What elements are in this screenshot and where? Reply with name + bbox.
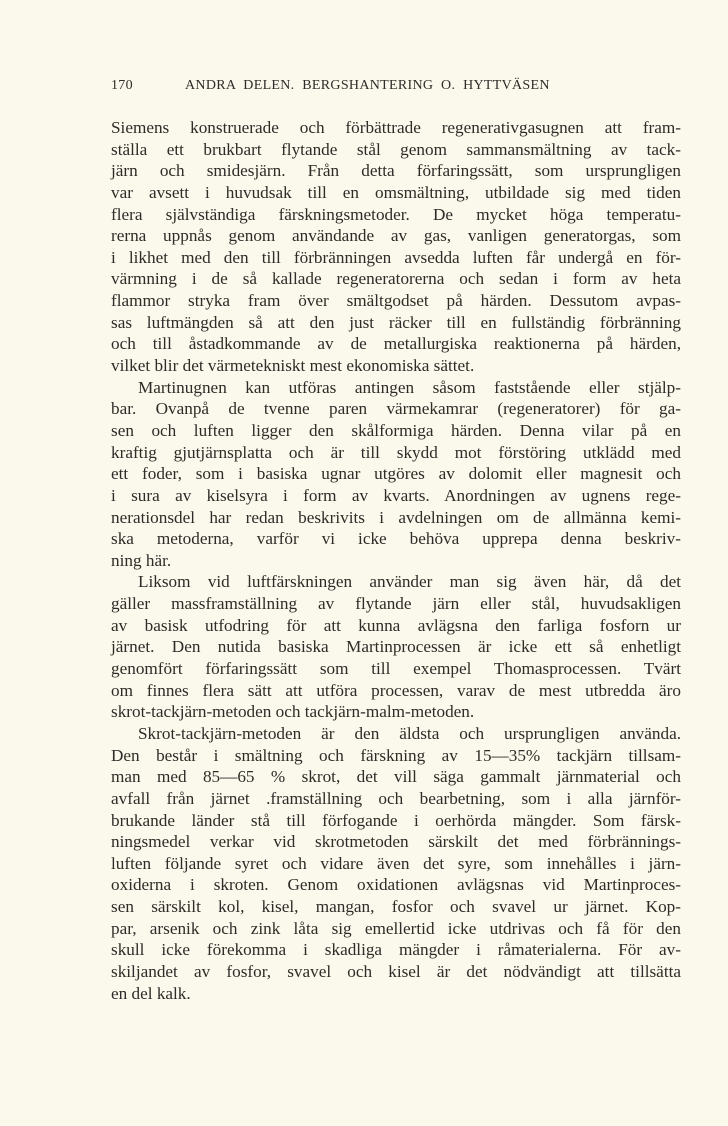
text-line: man med 85—65 % skrot, det vill säga gammalt järnmaterial och [111,767,681,787]
body-text [111,117,681,1004]
text-line: sen särskilt kol, kisel, mangan, fosfor och svavel ur järnet. Kop- [111,897,681,917]
text-line: av basisk utfodring för att kunna avlägsna den farliga fosforn ur [111,615,681,635]
text-line: par, arsenik och zink låta sig emellertid icke utdrivas och få för den [111,918,681,938]
text-line: Den består i smältning och färskning av 15—35% tackjärn tillsam- [111,745,681,765]
text-line: Skrot-tackjärn-metoden är den äldsta och ursprungligen använda. [138,723,681,743]
text-line: och till åstadkommande av de metallurgiska reaktionerna på härden, [111,334,681,354]
text-line: luften följande syret och vidare även det syre, som innehålles i järn- [111,853,681,873]
text-line: flera självständiga färskningsmetoder. De mycket höga temperatu- [111,204,681,224]
text-line: skrot-tackjärn-metoden och tackjärn-malm-metoden. [111,702,475,722]
text-line: i likhet med den till förbränningen avsedda luften får undergå en för- [111,247,681,267]
text-line: Liksom vid luftfärskningen använder man sig även här, då det [138,572,681,592]
text-line: flammor stryka fram över smältgodset på härden. Dessutom avpas- [111,291,681,311]
text-line: avfall från järnet .framställning och bearbetning, som i alla järnför- [111,788,681,808]
text-line: bar. Ovanpå de tvenne paren värmekamrar (regeneratorer) för ga- [111,399,681,419]
text-line: genomfört förfaringssätt som till exempel Thomasprocessen. Tvärt [111,659,681,679]
text-line: ska metoderna, varför vi icke behöva upprepa denna beskriv- [111,529,681,549]
paragraph [111,117,681,377]
text-line: Siemens konstruerade och förbättrade regenerativgasugnen att fram- [111,118,681,137]
text-line: ningsmedel verkar vid skrotmetoden särskilt det med förbrännings- [111,832,681,852]
text-line: var avsett i huvudsak till en omsmältning, utbildade sig med tiden [111,182,681,202]
text-line: sen och luften ligger den skålformiga härden. Denna vilar på en [111,420,681,440]
running-header [111,78,681,98]
text-line: värmning i de så kallade regeneratorerna och sedan i form av heta [111,269,681,289]
text-line: i sura av kiselsyra i form av kvarts. Anordningen av ugnens rege- [111,485,681,505]
text-line: ett foder, som i basiska ugnar utgöres av dolomit eller magnesit och [111,464,681,484]
text-line: om finnes flera sätt att utföra processen, varav de mest utbredda äro [111,680,681,700]
text-line: nerationsdel har redan beskrivits i avdelningen om de allmänna kemi- [111,507,681,527]
text-line: järnet. Den nutida basiska Martinprocessen är icke ett så enhetligt [111,637,681,657]
paragraph [111,723,681,1004]
text-line: skiljandet av fosfor, svavel och kisel är det nödvändigt att tillsätta [111,961,681,981]
text-line: oxiderna i skroten. Genom oxidationen avlägsnas vid Martinproces- [111,875,681,895]
text-line: ställa ett brukbart flytande stål genom sammansmältning av tack- [111,139,681,159]
text-line: gäller massframställning av flytande järn eller stål, huvudsakligen [111,594,681,614]
text-line: Martinugnen kan utföras antingen såsom faststående eller stjälp- [138,377,681,397]
text-line: brukande länder stå till förfogande i oerhörda mängder. Som färsk- [111,810,681,830]
text-line: rerna uppnås genom användande av gas, vanligen generatorgas, som [111,226,681,246]
text-line: ning här. [111,550,172,570]
text-line: en del kalk. [111,983,191,1003]
text-line: kraftig gjutjärnsplatta och är till skydd mot förstöring utklädd med [111,442,681,462]
text-line: vilket blir det värmetekniskt mest ekonomiska sättet. [111,356,475,376]
paragraph [111,377,681,572]
paragraph [111,571,681,722]
text-line: sas luftmängden så att den just räcker till en fullständig förbränning [111,312,681,332]
page-number: 170 [111,78,133,93]
text-line: skull icke förekomma i skadliga mängder i råmaterialerna. För av- [111,940,681,960]
running-title: ANDRA DELEN. BERGSHANTERING O. HYTTVÄSEN [185,78,550,93]
text-line: järn och smidesjärn. Från detta förfaringssätt, som ursprungligen [111,161,681,181]
